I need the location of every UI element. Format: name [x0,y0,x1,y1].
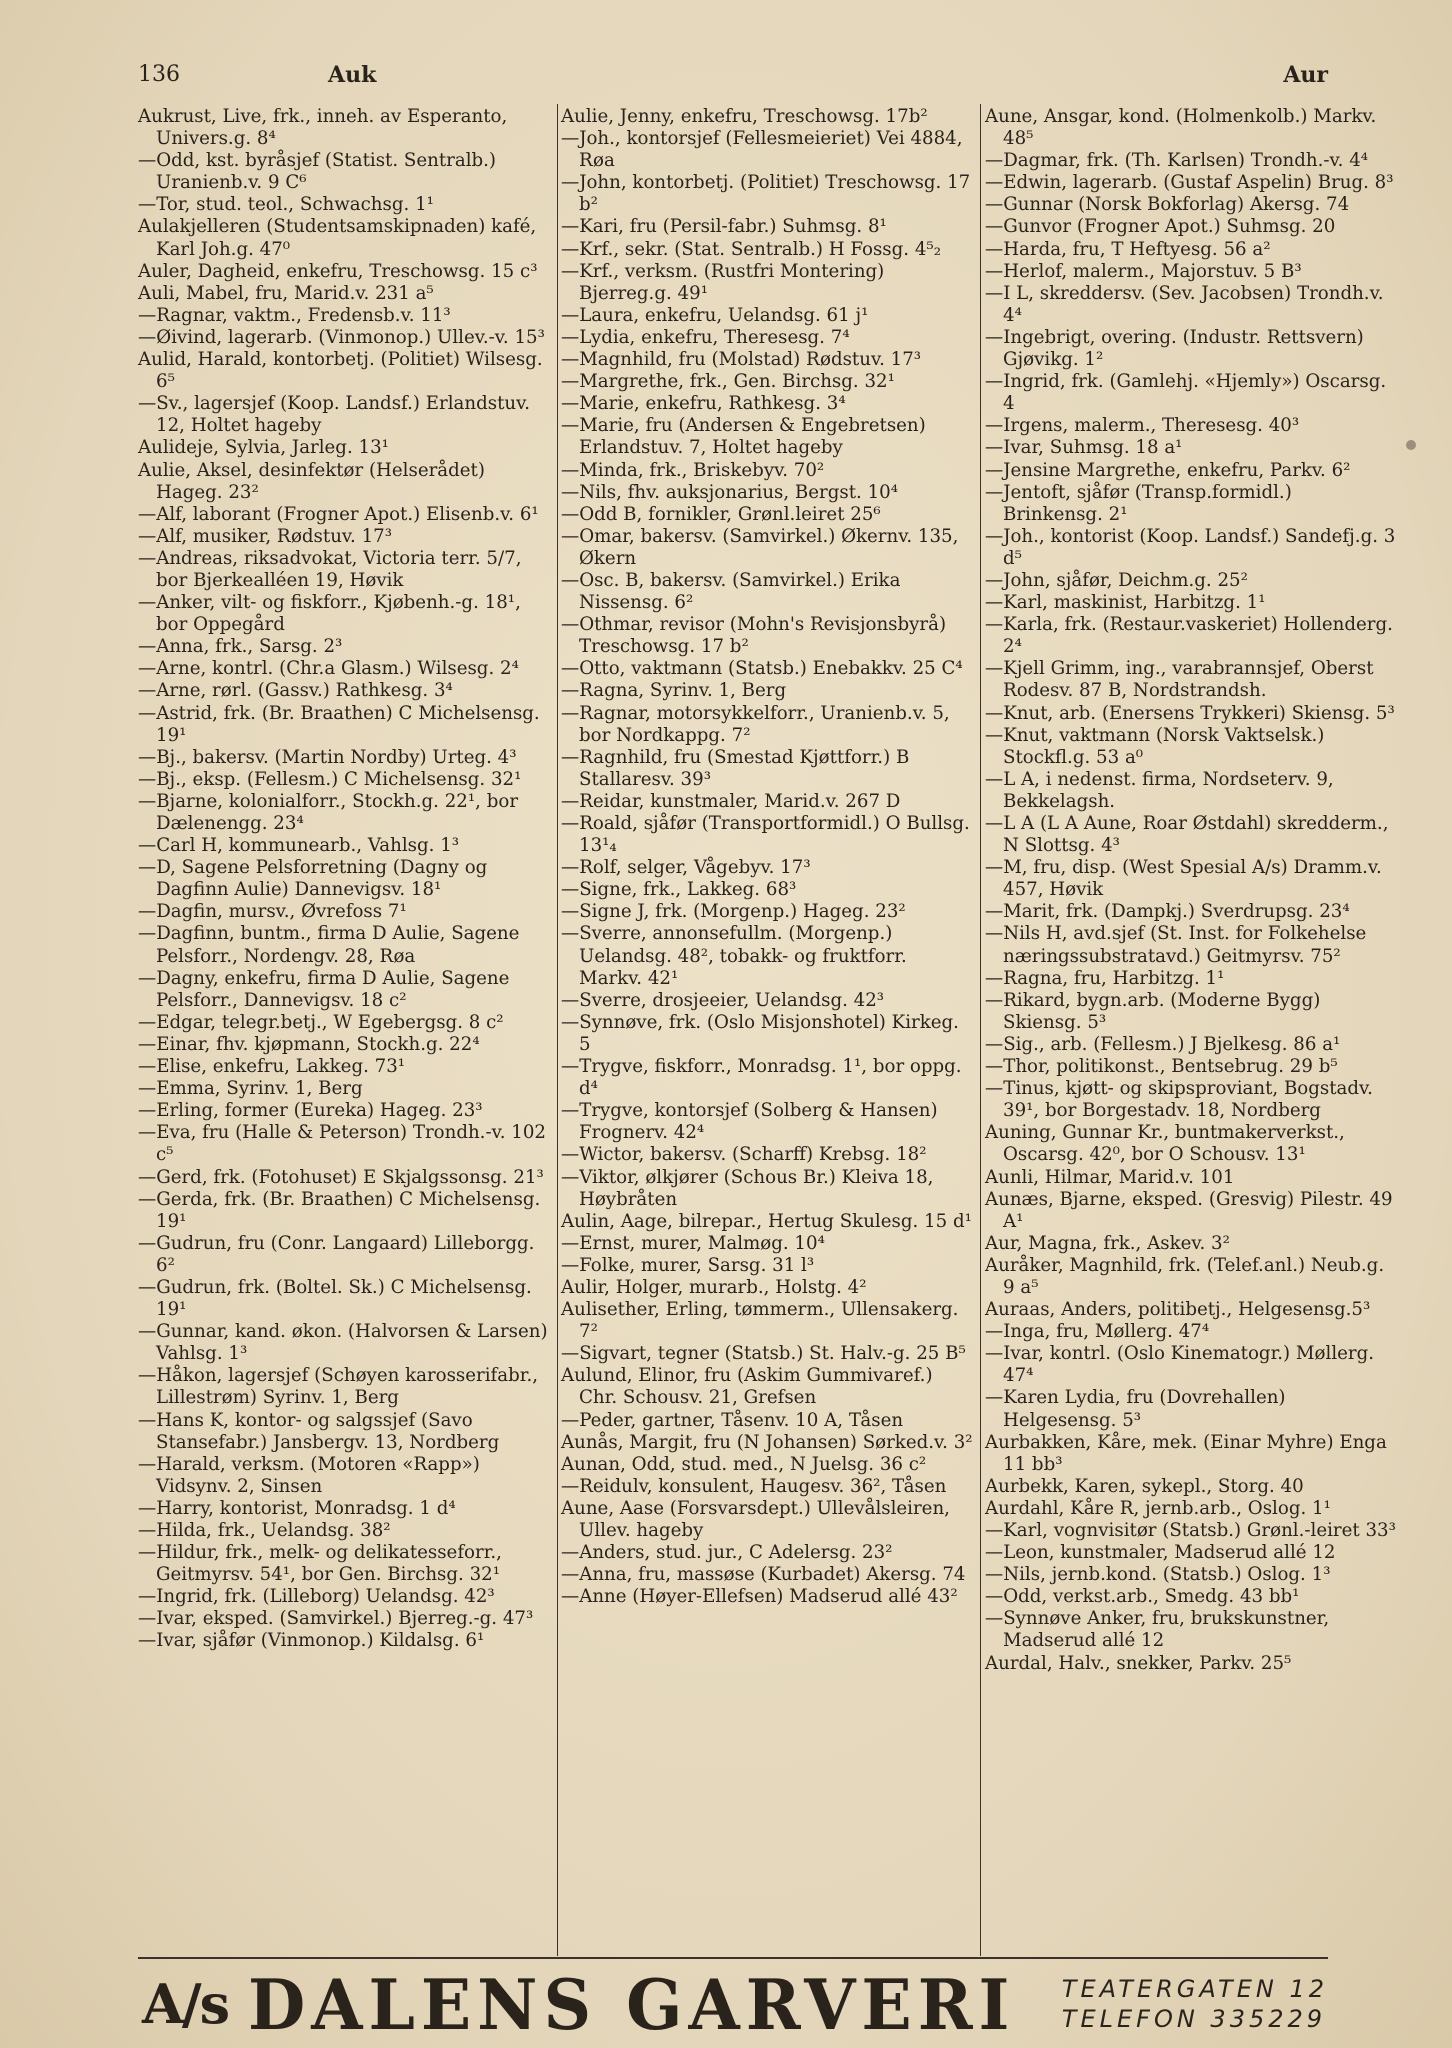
directory-entry: —Gerd, frk. (Fotohuset) E Skjalgssonsg. 21³ [138,1166,544,1188]
directory-entry: —Laura, enkefru, Uelandsg. 61 j¹ [561,304,869,326]
directory-entry: Aurbakken, Kåre, mek. (Einar Myhre) Enga 11 bb³ [985,1431,1387,1475]
directory-entry: —Ragnar, motorsykkelforr., Uranienb.v. 5, bor Nordkappg. 7² [561,702,950,746]
directory-entry: —Gerda, frk. (Br. Braathen) C Michelsensg. 19¹ [138,1188,541,1232]
directory-entry: —Herlof, malerm., Majorstuv. 5 B³ [985,260,1302,282]
directory-entry: —Gudrun, frk. (Boltel. Sk.) C Michelsensg. 19¹ [138,1276,532,1321]
directory-entry: —Astrid, frk. (Br. Braathen) C Michelsensg. 19¹ [138,702,540,746]
directory-entry: —Reidar, kunstmaler, Marid.v. 267 D [561,790,901,812]
directory-entry: Aunæs, Bjarne, eksped. (Gresvig) Pilestr. 49 A¹ [985,1188,1393,1232]
directory-entry: —Joh., kontorist (Koop. Landsf.) Sandefj.g. 3 d⁵ [985,525,1396,569]
directory-entry: —Bj., bakersv. (Martin Nordby) Urteg. 4³ [138,746,517,768]
directory-entry: Aune, Ansgar, kond. (Holmenkolb.) Markv. 48⁵ [985,106,1377,150]
directory-entry: Aunli, Hilmar, Marid.v. 101 [985,1166,1235,1188]
directory-entry: —Otto, vaktmann (Statsb.) Enebakkv. 25 C⁴ [561,658,963,680]
directory-entry: —Ragna, Syrinv. 1, Berg [561,680,787,702]
directory-entry: Aur, Magna, frk., Askev. 3² [985,1232,1230,1254]
directory-entry: —Joh., kontorsjef (Fellesmeieriet) Vei 4884, Røa [561,128,963,172]
directory-entry: —Ragna, fru, Harbitzg. 1¹ [985,967,1225,989]
directory-entry: —Marit, frk. (Dampkj.) Sverdrupsg. 23⁴ [985,901,1350,923]
directory-entry: —Ingebrigt, overing. (Industr. Rettsvern) Gjøvikg. 1² [985,326,1364,371]
directory-entry: —Roald, sjåfør (Transportformidl.) O Bullsg. 13¹₄ [561,813,970,857]
directory-entry: —Elise, enkefru, Lakkeg. 73¹ [138,1056,406,1078]
directory-entry: —Dagmar, frk. (Th. Karlsen) Trondh.-v. 4⁴ [985,150,1369,172]
directory-entry: —Kjell Grimm, ing., varabrannsjef, Oberst Rodesv. 87 B, Nordstrandsh. [985,658,1374,702]
directory-entry: —Dagfin, mursv., Øvrefoss 7¹ [138,901,407,923]
page-number: 136 [138,62,180,87]
directory-entry: Auråker, Magnhild, frk. (Telef.anl.) Neub.g. 9 a⁵ [985,1254,1385,1298]
directory-entry: —Karla, frk. (Restaur.vaskeriet) Hollenderg. 2⁴ [985,614,1393,658]
ink-smudge [1406,440,1416,450]
directory-entry: —Odd, verkst.arb., Smedg. 43 bb¹ [985,1586,1300,1608]
directory-entry: Auning, Gunnar Kr., buntmakerverkst., Oscarsg. 42⁰, bor O Schousv. 13¹ [985,1122,1345,1166]
directory-entry: —Odd, kst. byråsjef (Statist. Sentralb.) Uranienb.v. 9 C⁶ [138,150,497,194]
directory-entry: —Øivind, lagerarb. (Vinmonop.) Ullev.-v. 15³ [138,326,545,348]
directory-entry: —Alf, laborant (Frogner Apot.) Elisenb.v. 6¹ [138,503,539,525]
directory-entry: Aulin, Aage, bilrepar., Hertug Skulesg. 15 d¹ [561,1210,972,1232]
directory-entry: Aulie, Aksel, desinfektør (Helserådet) Hageg. 23² [138,459,485,503]
directory-entry: —Gunnar, kand. økon. (Halvorsen & Larsen) Vahlsg. 1³ [138,1321,548,1365]
directory-entry: —Bj., eksp. (Fellesm.) C Michelsensg. 32¹ [138,768,522,790]
directory-entry: —Tor, stud. teol., Schwachsg. 1¹ [138,194,434,216]
directory-entry: —Minda, frk., Briskebyv. 70² [561,459,825,481]
directory-entry: —Nils, fhv. auksjonarius, Bergst. 10⁴ [561,481,899,503]
directory-entry: Aulund, Elinor, fru (Askim Gummivaref.) Chr. Schousv. 21, Grefsen [561,1365,933,1409]
directory-entry: —Omar, bakersv. (Samvirkel.) Økernv. 135, Økern [561,525,959,569]
directory-entry: —Hildur, frk., melk- og delikatesseforr., Geitmyrsv. 54¹, bor Gen. Birchsg. 32¹ [138,1542,502,1586]
directory-entry: —Rikard, bygn.arb. (Moderne Bygg) Skiensg. 5³ [985,989,1321,1033]
directory-entry: —Magnhild, fru (Molstad) Rødstuv. 17³ [561,349,922,371]
directory-entry: —Harald, verksm. (Motoren «Rapp») Vidsynv. 2, Sinsen [138,1453,480,1497]
directory-entry: Auler, Dagheid, enkefru, Treschowsg. 15 c³ [138,260,538,282]
directory-entry: Aune, Aase (Forsvarsdept.) Ullevålsleiren, Ullev. hageby [561,1497,950,1541]
directory-entry: —Hans K, kontor- og salgssjef (Savo Stansefabr.) Jansbergv. 13, Nordberg [138,1409,500,1453]
directory-column-3 [985,106,1397,1675]
directory-entry: —Erling, former (Eureka) Hageg. 23³ [138,1100,483,1122]
directory-entry: Aurdahl, Kåre R, jernb.arb., Oslog. 1¹ [985,1497,1331,1519]
directory-entry: —Arne, kontrl. (Chr.a Glasm.) Wilsesg. 2⁴ [138,658,519,680]
directory-entry: —Trygve, kontorsjef (Solberg & Hansen) Frognerv. 42⁴ [561,1100,938,1144]
directory-entry: —Marie, fru (Andersen & Engebretsen) Erlandstuv. 7, Holtet hageby [561,415,926,459]
directory-entry: —L A, i nedenst. firma, Nordseterv. 9, Bekkelagsh. [985,768,1334,812]
directory-entry: —Irgens, malerm., Theresesg. 40³ [985,415,1300,437]
directory-entry: —Ivar, sjåfør (Vinmonop.) Kildalsg. 6¹ [138,1630,485,1652]
directory-entry: —Marie, enkefru, Rathkesg. 3⁴ [561,393,846,415]
directory-entry: —Bjarne, kolonialforr., Stockh.g. 22¹, bor Dælenengg. 23⁴ [138,790,519,834]
directory-entry: Aunås, Margit, fru (N Johansen) Sørked.v. 3² [561,1431,973,1453]
directory-entry: Aunan, Odd, stud. med., N Juelsg. 36 c² [561,1453,927,1475]
directory-entry: —Karl, maskinist, Harbitzg. 1¹ [985,592,1266,614]
directory-entry: —Ingrid, frk. (Gamlehj. «Hjemly») Oscarsg. 4 [985,371,1387,415]
footer-divider [138,1957,1328,1959]
directory-entry: —Ernst, murer, Malmøg. 10⁴ [561,1232,825,1254]
directory-entry: —Ragnhild, fru (Smestad Kjøttforr.) B Stallaresv. 39³ [561,746,910,790]
ad-contact [1062,1974,1328,2034]
directory-entry: —Andreas, riksadvokat, Victoria terr. 5/7, bor Bjerkealléen 19, Høvik [138,547,522,591]
directory-entry: —Rolf, selger, Vågebyv. 17³ [561,857,811,879]
directory-entry: —Håkon, lagersjef (Schøyen karosserifabr., Lillestrøm) Syrinv. 1, Berg [138,1365,539,1409]
directory-entry: —Viktor, ølkjører (Schous Br.) Kleiva 18, Høybråten [561,1166,934,1210]
directory-entry: Aurdal, Halv., snekker, Parkv. 25⁵ [985,1652,1292,1674]
running-head-left: Auk [328,62,377,88]
directory-entry: —Sigvart, tegner (Statsb.) St. Halv.-g. 25 B⁵ [561,1343,966,1365]
directory-column-1 [138,106,550,1653]
directory-entry: Aukrust, Live, frk., inneh. av Esperanto, Univers.g. 8⁴ [138,106,508,150]
directory-entry: —Krf., sekr. (Stat. Sentralb.) H Fossg. 4⁵₂ [561,238,941,260]
ad-company-prefix: A/s [142,1972,229,2036]
directory-entry: —Synnøve, frk. (Oslo Misjonshotel) Kirkeg. 5 [561,1011,959,1055]
directory-entry: —Wictor, bakersv. (Scharff) Krebsg. 18² [561,1144,927,1166]
page-header [138,62,1328,92]
directory-entry: —Leon, kunstmaler, Madserud allé 12 [985,1542,1336,1564]
directory-entry: —Alf, musiker, Rødstuv. 17³ [138,525,393,547]
column-divider [980,104,981,1956]
advertisement [138,1964,1328,2046]
directory-entry: —John, kontorbetj. (Politiet) Treschowsg. 17 b² [561,172,971,216]
directory-entry: —Margrethe, frk., Gen. Birchsg. 32¹ [561,371,895,393]
directory-entry: Aulideje, Sylvia, Jarleg. 13¹ [138,437,389,459]
directory-entry: —Harda, fru, T Heftyesg. 56 a² [985,238,1271,260]
directory-entry: Aulakjelleren (Studentsamskipnaden) kafé, Karl Joh.g. 47⁰ [138,216,537,260]
directory-entry: —Emma, Syrinv. 1, Berg [138,1078,363,1100]
directory-entry: —Odd B, fornikler, Grønl.leiret 25⁶ [561,503,881,525]
directory-entry: —Anne (Høyer-Ellefsen) Madserud allé 43² [561,1586,958,1608]
directory-entry: —Nils, jernb.kond. (Statsb.) Oslog. 1³ [985,1564,1331,1586]
directory-entry: —Kari, fru (Persil-fabr.) Suhmsg. 8¹ [561,216,887,238]
directory-entry: —Sv., lagersjef (Koop. Landsf.) Erlandstuv. 12, Holtet hageby [138,393,531,437]
directory-entry: —Nils H, avd.sjef (St. Inst. for Folkehelse næringssubstratavd.) Geitmyrsv. 75² [985,923,1367,967]
directory-entry: Aulid, Harald, kontorbetj. (Politiet) Wilsesg. 6⁵ [138,349,543,393]
directory-entry: Aulir, Holger, murarb., Holstg. 4² [561,1276,867,1298]
directory-entry: Auli, Mabel, fru, Marid.v. 231 a⁵ [138,282,434,304]
directory-entry: —Anna, frk., Sarsg. 2³ [138,636,343,658]
directory-entry: —D, Sagene Pelsforretning (Dagny og Dagfinn Aulie) Dannevigsv. 18¹ [138,857,488,901]
directory-entry: —Tinus, kjøtt- og skipsproviant, Bogstadv. 39¹, bor Borgestadv. 18, Nordberg [985,1078,1373,1122]
directory-entry: —Peder, gartner, Tåsenv. 10 A, Tåsen [561,1409,904,1431]
directory-entry: —Einar, fhv. kjøpmann, Stockh.g. 22⁴ [138,1033,480,1055]
directory-entry: —Gunnar (Norsk Bokforlag) Akersg. 74 [985,194,1350,216]
directory-entry: —Reidulv, konsulent, Haugesv. 36², Tåsen [561,1475,947,1497]
directory-entry: —Trygve, fiskforr., Monradsg. 1¹, bor oppg. d⁴ [561,1056,962,1100]
directory-entry: —Arne, rørl. (Gassv.) Rathkesg. 3⁴ [138,680,453,702]
directory-entry: —Osc. B, bakersv. (Samvirkel.) Erika Nissensg. 6² [561,569,901,614]
column-divider [557,104,558,1956]
directory-entry: —Edgar, telegr.betj., W Egebergsg. 8 c² [138,1011,504,1033]
directory-entry: —Sverre, drosjeeier, Uelandsg. 42³ [561,989,885,1011]
directory-entry: —Edwin, lagerarb. (Gustaf Aspelin) Brug. 8³ [985,172,1394,194]
ad-company-name: DALENS GARVERI [248,1964,1016,2046]
directory-entry: —Signe J, frk. (Morgenp.) Hageg. 23² [561,901,906,923]
directory-entry: —I L, skreddersv. (Sev. Jacobsen) Trondh.v. 4⁴ [985,282,1384,326]
directory-entry: —Ivar, kontrl. (Oslo Kinematogr.) Møllerg. 47⁴ [985,1343,1375,1387]
directory-entry: —Ingrid, frk. (Lilleborg) Uelandsg. 42³ [138,1586,495,1608]
ad-phone: TELEFON 335229 [1061,2005,1327,2033]
directory-entry: Aurbekk, Karen, sykepl., Storg. 40 [985,1475,1304,1497]
directory-entry: —Eva, fru (Halle & Peterson) Trondh.-v. 102 c⁵ [138,1122,547,1166]
directory-entry: —Gudrun, fru (Conr. Langaard) Lilleborgg. 6² [138,1232,535,1276]
directory-entry: —Lydia, enkefru, Theresesg. 7⁴ [561,326,850,348]
directory-entry: —Jentoft, sjåfør (Transp.formidl.) Brinkensg. 2¹ [985,481,1292,525]
directory-entry: —Dagny, enkefru, firma D Aulie, Sagene Pelsforr., Dannevigsv. 18 c² [138,967,510,1011]
directory-entry: —Anna, fru, massøse (Kurbadet) Akersg. 74 [561,1564,966,1586]
running-head-right: Aur [1283,62,1328,88]
directory-entry: —Krf., verksm. (Rustfri Montering) Bjerreg.g. 49¹ [561,260,885,304]
directory-entry: —Folke, murer, Sarsg. 31 l³ [561,1254,815,1276]
directory-entry: —Karl, vognvisitør (Statsb.) Grønl.-leiret 33³ [985,1520,1396,1541]
directory-entry: —Carl H, kommunearb., Vahlsg. 1³ [138,835,460,857]
directory-entry: —Gunvor (Frogner Apot.) Suhmsg. 20 [985,216,1336,238]
directory-entry: —Knut, arb. (Enersens Trykkeri) Skiensg. 5³ [985,702,1395,724]
directory-entry: —Dagfinn, buntm., firma D Aulie, Sagene Pelsforr., Nordengv. 28, Røa [138,923,520,967]
directory-entry: —Sig., arb. (Fellesm.) J Bjelkesg. 86 a¹ [985,1033,1341,1055]
directory-entry: —Synnøve Anker, fru, brukskunstner, Madserud allé 12 [985,1608,1330,1652]
directory-entry: —Sverre, annonsefullm. (Morgenp.) Uelandsg. 48², tobakk- og fruktforr. Markv. 42¹ [561,923,907,989]
directory-entry: —Hilda, frk., Uelandsg. 38² [138,1520,391,1541]
directory-entry: Aulisether, Erling, tømmerm., Ullensakerg. 7² [561,1299,959,1343]
directory-entry: —Ragnar, vaktm., Fredensb.v. 11³ [138,304,451,326]
directory-entry: —Jensine Margrethe, enkefru, Parkv. 6² [985,459,1351,481]
directory-entry: —Othmar, revisor (Mohn's Revisjonsbyrå) Treschowsg. 17 b² [561,614,947,658]
directory-entry: —Signe, frk., Lakkeg. 68³ [561,879,797,901]
directory-column-2 [561,106,973,1608]
directory-entry: Auraas, Anders, politibetj., Helgesensg.5³ [985,1299,1371,1321]
directory-entry: —L A (L A Aune, Roar Østdahl) skredderm., N Slottsg. 4³ [985,813,1389,857]
directory-entry: —John, sjåfør, Deichm.g. 25² [985,569,1248,591]
directory-entry: —Anker, vilt- og fiskforr., Kjøbenh.-g. 18¹, bor Oppegård [138,592,521,636]
directory-entry: —Anders, stud. jur., C Adelersg. 23² [561,1542,893,1564]
directory-entry: —Knut, vaktmann (Norsk Vaktselsk.) Stockfl.g. 53 a⁰ [985,724,1325,768]
directory-entry: —Ivar, eksped. (Samvirkel.) Bjerreg.-g. 47³ [138,1608,534,1630]
directory-entry: —Karen Lydia, fru (Dovrehallen) Helgesensg. 5³ [985,1387,1286,1431]
directory-entry: —Thor, politikonst., Bentsebrug. 29 b⁵ [985,1056,1338,1078]
directory-entry: —M, fru, disp. (West Spesial A/s) Dramm.v. 457, Høvik [985,857,1382,901]
ad-address: TEATERGATEN 12 [1061,1975,1328,2003]
directory-entry: —Ivar, Suhmsg. 18 a¹ [985,437,1183,459]
directory-entry: Aulie, Jenny, enkefru, Treschowsg. 17b² [561,106,928,127]
directory-entry: —Harry, kontorist, Monradsg. 1 d⁴ [138,1497,456,1519]
directory-entry: —Inga, fru, Møllerg. 47⁴ [985,1321,1210,1343]
